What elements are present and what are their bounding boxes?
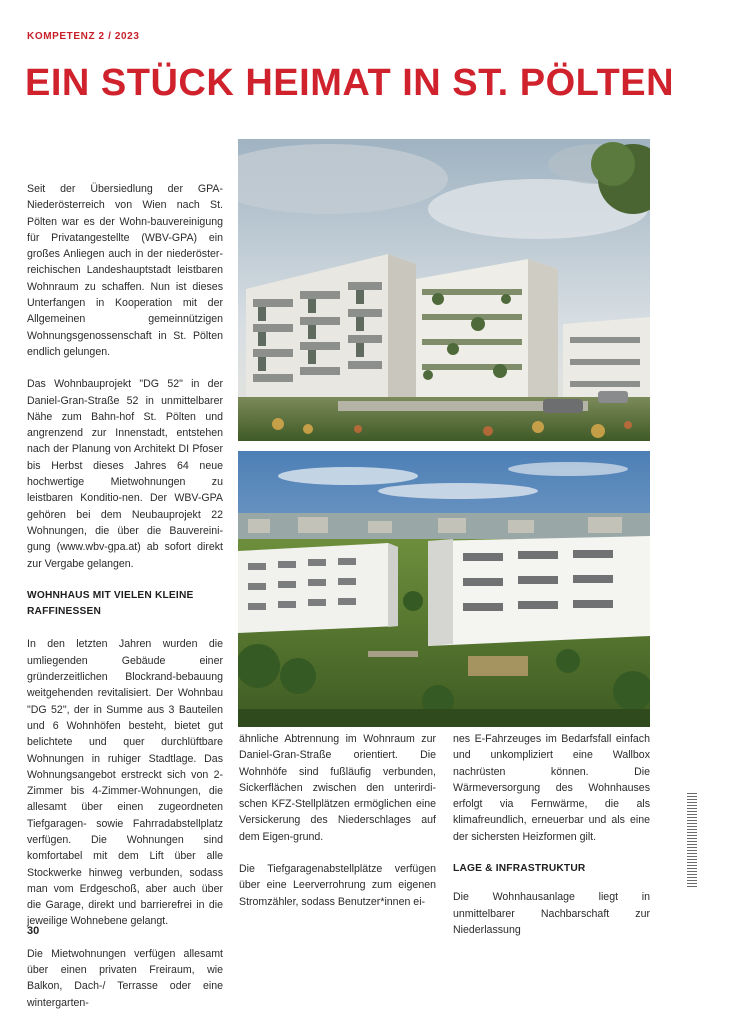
side-decoration — [687, 793, 697, 889]
aerial-complex-image — [238, 451, 650, 727]
section-heading-lage: LAGE & INFRASTRUKTUR — [453, 863, 586, 875]
article-title: EIN STÜCK HEIMAT IN ST. PÖLTEN — [25, 62, 675, 104]
page-number: 30 — [27, 925, 40, 937]
location-paragraph: Die Wohnhausanlage liegt in unmittelbarer Nachbarschaft zur Niederlassung — [453, 891, 650, 936]
column-left — [27, 181, 223, 1011]
heating-paragraph: nes E-Fahrzeuges im Bedarfsfall einfach und unkompliziert eine Wallbox nachrüsten können. Die Wärmeversorgung des Wohnhauses erfolgt via Fernwärme, die als klimafreundlich, erneuerbar und als eine der sichersten Heizformen gilt. — [453, 733, 650, 843]
garage-paragraph: Die Tiefgaragenabstellplätze verfügen über eine Leerverrohrung zum eigenen Stromzähler, sodass Benutzer*innen ei- — [239, 863, 436, 908]
project-paragraph: Das Wohnbauprojekt "DG 52" in der Daniel-Gran-Straße 52 in unmittelbarer Nähe zum Bahn-hof St. Pölten und angrenzend zur Innenstadt, entstehen nach der Planung von Architekt DI Pfoser bis Herbst dieses Jahres 64 neue hochwertige Mietwohnungen zu leistbaren Konditio-nen. Der WBV-GPA gehören bei dem Neubauprojekt 22 Wohnungen, die über die Bauvereini-gung (www.wbv-gpa.at) ab sofort direkt zur Vergabe gelangen. — [27, 378, 223, 570]
intro-paragraph: Seit der Übersiedlung der GPA-Niederösterreich von Wien nach St. Pölten war es der Wohn-bauvereinigung für Privatangestellte (WBV-GPA) ein großes Anliegen auch in der niederöster-reichischen Landeshauptstadt leistbaren Wohnraum zu schaffen. Nun ist dieses Unterfangen in Kooperation mit der Allgemeinen gemeinnützigen Wohnungsgenossenschaft in St. Pölten endlich gelungen. — [27, 183, 223, 358]
courtyard-paragraph: ähnliche Abtrennung im Wohnraum zur Daniel-Gran-Straße orientiert. Die Wohnhöfe sind fußläufig verbunden, Sickerflächen zwischen den unterirdi-schen KFZ-Stellplätzen ermöglichen eine Versickerung des Niederschlages auf dem Eigen-grund. — [239, 733, 436, 843]
section-heading-wohnhaus: WOHNHAUS MIT VIELEN KLEINE RAFFINESSEN — [27, 589, 194, 618]
building-paragraph: In den letzten Jahren wurden die umliegenden Gebäude einer gründerzeitlichen Blockrand-bebauung weitgehenden revitalisiert. Der Wohnbau "DG 52", der in Summe aus 3 Bauteilen und 6 Wohnhöfen besteht, bietet gut belichtete und quer durchlüftbare Wohnungen in ruhiger Stadtlage. Das Wohnungsangebot erstreckt sich von 2-Zimmer bis 4-Zimmer-Wohnungen, die allesamt über einen zugeordneten Tiefgaragen- sowie Fahrradabstellplatz verfügen. Die Wohnungen sind komfortabel mit dem Lift über alle Stockwerke hinweg verbunden, sodass man vom Erdgeschoß, aber auch über die Garage, direkt und barrierefrei in die jeweilige Wohnebene gelangt. — [27, 638, 223, 928]
column-right — [453, 731, 650, 938]
column-middle — [239, 731, 436, 910]
issue-kicker: KOMPETENZ 2 / 2023 — [27, 31, 140, 42]
residential-buildings-image — [238, 139, 650, 441]
apartments-paragraph: Die Mietwohnungen verfügen allesamt über einen privaten Freiraum, wie Balkon, Dach-/ Terrasse oder eine wintergarten- — [27, 947, 223, 1009]
